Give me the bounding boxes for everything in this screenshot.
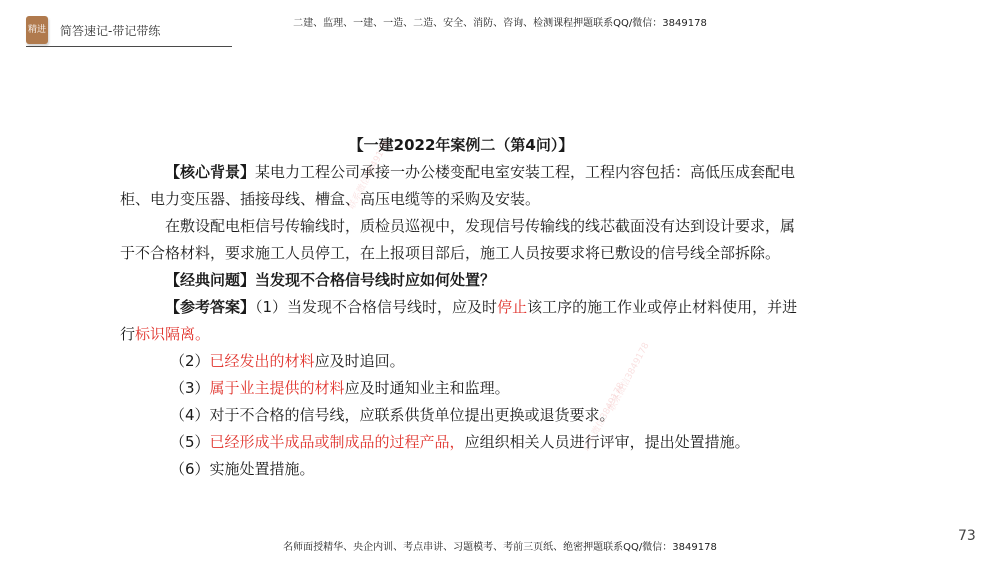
top-contact-banner: 二建、监理、一建、一造、二造、安全、消防、咨询、检测课程押题联系QQ/微信：3849178 bbox=[293, 18, 707, 29]
answer-1-text-mid: 该工序的施工作业或停止材料使用，并进行 bbox=[120, 298, 798, 343]
background-text: 某电力工程公司承接一办公楼变配电室安装工程，工程内容包括：高低压成套配电柜、电力变压器、插接母线、槽盒、高压电缆等的采购及安装。 bbox=[120, 163, 796, 208]
answer-4: （4）对于不合格的信号线，应联系供货单位提出更换或退货要求。 bbox=[170, 406, 615, 424]
answer-5-text: 应组织相关人员进行评审，提出处置措施。 bbox=[464, 433, 750, 451]
header-title: 简答速记-带记带练 bbox=[60, 24, 161, 38]
answer-3-highlight: 属于业主提供的材料 bbox=[209, 379, 345, 397]
answer-2-text: 应及时追回。 bbox=[314, 352, 405, 370]
answer-3-text: 应及时通知业主和监理。 bbox=[344, 379, 510, 397]
question: 【经典问题】当发现不合格信号线时应如何处置？ bbox=[165, 271, 496, 289]
answer-5-highlight: 已经形成半成品或制成品的过程产品， bbox=[209, 433, 465, 451]
slide-content bbox=[120, 132, 802, 483]
watermark: 联系微信3849178 bbox=[582, 381, 627, 454]
answer-3 bbox=[120, 375, 802, 402]
background-label: 【核心背景】 bbox=[165, 163, 256, 181]
header-divider bbox=[26, 46, 232, 47]
answer-6: （6）实施处置措施。 bbox=[170, 460, 315, 478]
bottom-contact-banner: 名师面授精华、央企内训、考点串讲、习题模考、考前三页纸、绝密押题联系QQ/微信：3849178 bbox=[283, 542, 717, 553]
brand-badge: 精进 bbox=[26, 16, 48, 44]
answer-1-highlight-isolate: 标识隔离。 bbox=[135, 325, 211, 343]
page-number: 73 bbox=[958, 528, 976, 544]
watermark: 联系微信3849178 bbox=[607, 341, 652, 414]
answer-2 bbox=[120, 348, 802, 375]
case-heading: 【一建2022年案例二（第4问）】 bbox=[348, 136, 574, 154]
answer-1 bbox=[120, 294, 802, 348]
answer-2-number: （2） bbox=[170, 352, 210, 370]
answer-1-highlight-stop: 停止 bbox=[497, 298, 528, 316]
answer-1-text: （1）当发现不合格信号线时，应及时 bbox=[255, 298, 498, 316]
answer-2-highlight: 已经发出的材料 bbox=[209, 352, 315, 370]
answer-label: 【参考答案】 bbox=[165, 298, 256, 316]
answer-5-number: （5） bbox=[170, 433, 210, 451]
answer-5 bbox=[120, 429, 802, 456]
background-paragraph bbox=[120, 159, 802, 213]
background-paragraph-2 bbox=[120, 213, 802, 267]
watermark: 联系微信3849178 bbox=[347, 139, 392, 212]
background-text-2: 在敷设配电柜信号传输线时，质检员巡视中，发现信号传输线的线芯截面没有达到设计要求，属于不合格材料，要求施工人员停工，在上报项目部后，施工人员按要求将已敷设的信号线全部拆除。 bbox=[120, 217, 796, 262]
answer-3-number: （3） bbox=[170, 379, 210, 397]
